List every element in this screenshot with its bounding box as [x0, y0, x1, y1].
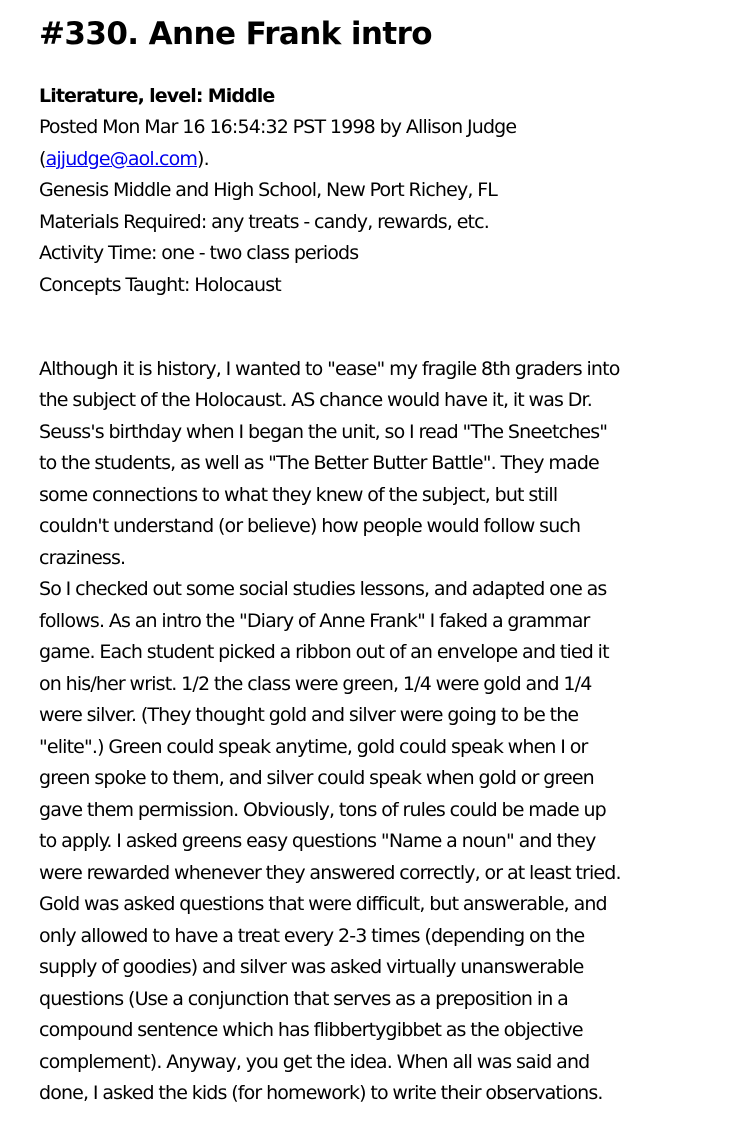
body-line: green spoke to them, and silver could speak when gold or green — [39, 767, 594, 789]
body-line: done, I asked the kids (for homework) to write their observations. — [39, 1082, 603, 1104]
posted-info: Posted Mon Mar 16 16:54:32 PST 1998 by Allison Judge — [39, 116, 517, 138]
body-line: So I checked out some social studies lessons, and adapted one as — [39, 578, 607, 600]
body-line: "elite".) Green could speak anytime, gold could speak when I or — [39, 736, 588, 758]
author-email-line — [39, 147, 209, 171]
email-open-paren: ( — [39, 148, 46, 170]
category-level: Literature, level: Middle — [39, 85, 275, 107]
body-line: Seuss's birthday when I began the unit, so I read "The Sneetches" — [39, 421, 608, 443]
body-line: were rewarded whenever they answered correctly, or at least tried. — [39, 862, 621, 884]
body-line: craziness. — [39, 547, 126, 569]
body-line: to apply. I asked greens easy questions "Name a noun" and they — [39, 830, 596, 852]
page-title: #330. Anne Frank intro — [39, 16, 432, 52]
email-close-paren: ). — [197, 148, 209, 170]
body-line: were silver. (They thought gold and silver were going to be the — [39, 704, 579, 726]
body-line: couldn't understand (or believe) how people would follow such — [39, 515, 581, 537]
body-line: Gold was asked questions that were difficult, but answerable, and — [39, 893, 607, 915]
body-line: compound sentence which has flibbertygibbet as the objective — [39, 1019, 583, 1041]
body-line: some connections to what they knew of the subject, but still — [39, 484, 558, 506]
body-line: gave them permission. Obviously, tons of rules could be made up — [39, 799, 606, 821]
activity-time: Activity Time: one - two class periods — [39, 242, 359, 264]
body-line: game. Each student picked a ribbon out of an envelope and tied it — [39, 641, 609, 663]
materials-required: Materials Required: any treats - candy, rewards, etc. — [39, 211, 489, 233]
body-line: to the students, as well as "The Better Butter Battle". They made — [39, 452, 599, 474]
body-line: only allowed to have a treat every 2-3 times (depending on the — [39, 925, 585, 947]
body-line: Although it is history, I wanted to "ease" my fragile 8th graders into — [39, 358, 620, 380]
body-line: questions (Use a conjunction that serves as a preposition in a — [39, 988, 568, 1010]
body-line: follows. As an intro the "Diary of Anne Frank" I faked a grammar — [39, 610, 590, 632]
school-info: Genesis Middle and High School, New Port Richey, FL — [39, 179, 498, 201]
body-line: complement). Anyway, you get the idea. When all was said and — [39, 1051, 590, 1073]
body-line: on his/her wrist. 1/2 the class were green, 1/4 were gold and 1/4 — [39, 673, 592, 695]
body-line: the subject of the Holocaust. AS chance would have it, it was Dr. — [39, 389, 592, 411]
body-line: supply of goodies) and silver was asked virtually unanswerable — [39, 956, 584, 978]
concepts-taught: Concepts Taught: Holocaust — [39, 274, 281, 296]
author-email-link[interactable]: ajjudge@aol.com — [45, 148, 198, 170]
